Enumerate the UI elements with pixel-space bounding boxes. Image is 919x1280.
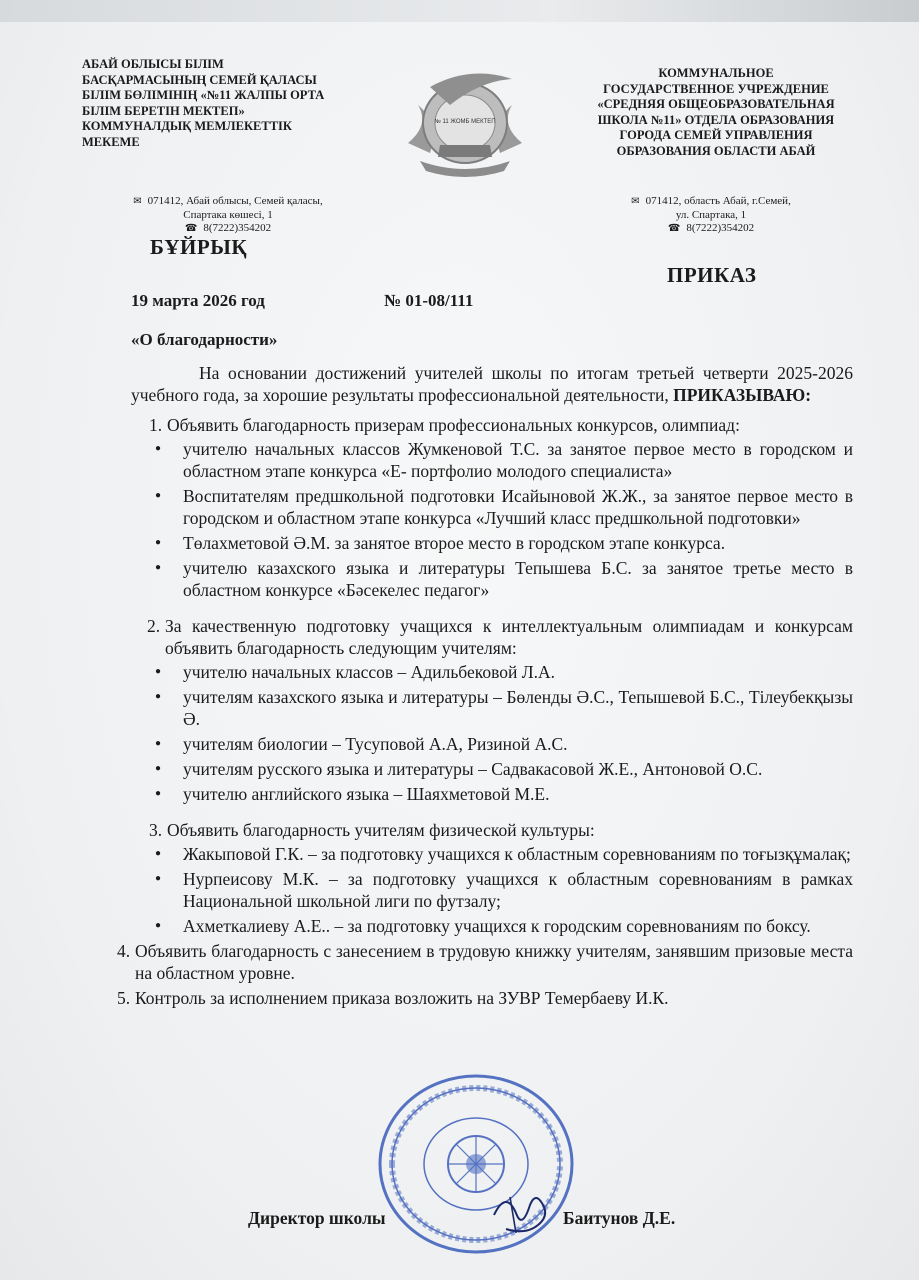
list-item: ● учителям русского языка и литературы – Садвакасовой Ж.Е., Антоновой О.С. (131, 758, 853, 780)
intro-paragraph (131, 362, 853, 406)
list-item: ● учителям биологии – Тусуповой А.А, Ризиной А.С. (131, 733, 853, 755)
section-3-list (131, 843, 853, 937)
section-heading: За качественную подготовку учащихся к интеллектуальным олимпиадам и конкурсам объявить благодарность следующим учителям: (165, 616, 853, 658)
address-left-line1: 071412, Абай облысы, Семей қаласы, (147, 195, 323, 207)
section-3 (131, 819, 853, 937)
section-5 (117, 987, 853, 1009)
section-heading: Объявить благодарность учителям физической культуры: (167, 820, 595, 840)
list-item: ● учителю английского языка – Шаяхметовой М.Е. (131, 783, 853, 805)
list-item: ● учителям казахского языка и литературы – Бөленды Ә.С., Тепышевой Б.С., Тілеубекқызы Ә. (131, 686, 853, 730)
list-item: ● учителю начальных классов – Адильбековой Л.А. (131, 661, 853, 683)
section-number: 1. (149, 415, 163, 435)
school-emblem (400, 65, 530, 180)
address-left (108, 195, 348, 236)
top-edge (0, 0, 919, 22)
order-date: 19 марта 2026 год (131, 291, 265, 310)
section-2-list (131, 661, 853, 805)
order-number: № 01-08/111 (384, 291, 474, 310)
title-kazakh: БҰЙРЫҚ (150, 235, 248, 259)
section-number: 5. (117, 988, 131, 1008)
header-right-org: КОММУНАЛЬНОЕ ГОСУДАРСТВЕННОЕ УЧРЕЖДЕНИЕ «СРЕДНЯЯ ОБЩЕОБРАЗОВАТЕЛЬНАЯ ШКОЛА №11» ОТДЕЛА ОБРАЗОВАНИЯ ГОРОДА СЕМЕЙ УПРАВЛЕНИЯ ОБРАЗОВАНИЯ ОБЛАСТИ АБАЙ (597, 66, 835, 158)
phone-icon: ☎ (184, 223, 198, 234)
list-item: ● Нурпеисову М.К. – за подготовку учащихся к областным соревнованиям в рамках Национальной школьной лиги по футзалу; (131, 868, 853, 912)
list-item: ● Воспитателям предшкольной подготовки Исайыновой Ж.Ж., за занятое первое место в городском и областном этапе конкурса «Лучший класс предшкольной подготовки» (131, 485, 853, 529)
address-right-phone: 8(7222)354202 (686, 222, 755, 234)
emblem-text: № 11 ЖОМБ МЕКТЕП (434, 119, 496, 125)
address-left-line2: Спартака көшесі, 1 (183, 208, 273, 221)
list-item: ● Төлахметовой Ә.М. за занятое второе место в городском этапе конкурса. (131, 532, 853, 554)
address-left-phone: 8(7222)354202 (203, 222, 272, 234)
list-item: ● Ахметкалиеву А.Е.. – за подготовку учащихся к городским соревнованиям по боксу. (131, 915, 853, 937)
title-russian: ПРИКАЗ (667, 263, 757, 287)
intro-text: На основании достижений учителей школы по итогам третьей четверти 2025-2026 учебного года, за хорошие результаты профессиональной деятельности, (131, 363, 853, 405)
signature-name: Баитунов Д.Е. (563, 1208, 676, 1228)
order-subject: «О благодарности» (131, 330, 278, 349)
phone-icon: ☎ (667, 223, 681, 234)
section-heading: Контроль за исполнением приказа возложить на ЗУВР Темербаеву И.К. (135, 988, 669, 1008)
section-1 (131, 414, 853, 601)
section-heading: Объявить благодарность с занесением в трудовую книжку учителям, занявшим призовые места на областном уровне. (135, 941, 853, 983)
header-left-org: АБАЙ ОБЛЫСЫ БІЛІМ БАСҚАРМАСЫНЫҢ СЕМЕЙ ҚАЛАСЫ БІЛІМ БӨЛІМІНІҢ «№11 ЖАЛПЫ ОРТА БІЛІМ БЕРЕТІН МЕКТЕП» КОММУНАЛДЫҚ МЕМЛЕКЕТТІК МЕКЕМЕ (82, 57, 325, 149)
section-number: 3. (149, 820, 163, 840)
section-number: 2. (147, 616, 161, 636)
intro-emphasis: ПРИКАЗЫВАЮ: (673, 385, 812, 405)
section-heading: Объявить благодарность призерам профессиональных конкурсов, олимпиад: (167, 415, 740, 435)
section-1-list (131, 438, 853, 601)
section-4 (117, 940, 853, 984)
signature-role: Директор школы (248, 1208, 386, 1228)
envelope-icon: ✉ (133, 196, 142, 207)
envelope-icon: ✉ (631, 196, 640, 207)
list-item: ● учителю казахского языка и литературы Тепышева Б.С. за занятое третье место в областном конкурсе «Бәсекелес педагог» (131, 557, 853, 601)
list-item: ● учителю начальных классов Жумкеновой Т.С. за занятое первое место в городском и областном этапе конкурса «Е- портфолио молодого специалиста» (131, 438, 853, 482)
list-item: ● Жакыповой Г.К. – за подготовку учащихся к областным соревнованиям по тоғызқұмалақ; (131, 843, 853, 865)
order-body (117, 362, 853, 1009)
section-number: 4. (117, 941, 131, 961)
section-2 (131, 615, 853, 805)
signature-scribble (486, 1185, 556, 1240)
address-right-line2: ул. Спартака, 1 (675, 208, 747, 221)
address-right (596, 195, 826, 236)
address-right-line1: 071412, область Абай, г.Семей, (645, 195, 791, 207)
